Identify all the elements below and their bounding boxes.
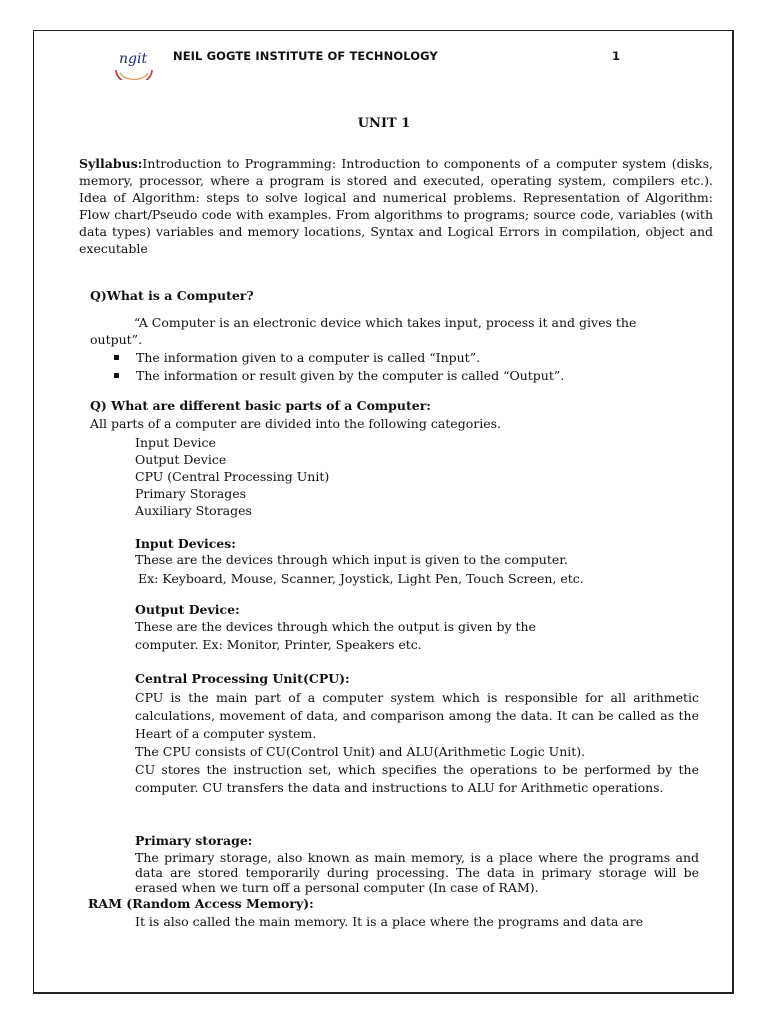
primary-storage-paragraph: The primary storage, also known as main memory, is a place where the programs and data are stored temporarily during processing. The data in primary storage will be erased when we turn off a personal computer (In case of RAM).	[135, 850, 699, 895]
cpu-paragraph-1: CPU is the main part of a computer system which is responsible for all arithmetic calculations, movement of data, and comparison among the data. It can be called as the Heart of a computer system.	[135, 690, 699, 741]
output-device-line-1: These are the devices through which the output is given by the	[135, 619, 536, 634]
list-item: CPU (Central Processing Unit)	[135, 469, 330, 484]
unit-title: UNIT 1	[357, 116, 411, 131]
basic-parts-intro: All parts of a computer are divided into the following categories.	[90, 416, 501, 431]
list-item: The information given to a computer is called “Input”.	[90, 349, 710, 367]
list-item: Output Device	[135, 452, 227, 467]
input-devices-line-1: These are the devices through which input is given to the computer.	[135, 552, 568, 567]
syllabus-text: Introduction to Programming: Introduction to components of a computer system (disks, memory, processor, where a program is stored and executed, operating system, compilers etc.). Idea of Algorithm: steps to solve logical and numerical problems. Representation of Algorithm: Flow chart/Pseudo code with examples. From algorithms to programs; source code, variables (with data types) variables and memory locations, Syntax and Logical Errors in compilation, object and executable	[79, 156, 713, 256]
ram-heading: RAM (Random Access Memory):	[88, 896, 314, 911]
input-devices-line-2: Ex: Keyboard, Mouse, Scanner, Joystick, Light Pen, Touch Screen, etc.	[138, 571, 584, 586]
definition-line-1: “A Computer is an electronic device which takes input, process it and gives the	[134, 315, 637, 330]
cpu-paragraph-3: CU stores the instruction set, which specifies the operations to be performed by the computer. CU transfers the data and instructions to ALU for Arithmetic operations.	[135, 762, 699, 795]
institute-logo	[110, 40, 158, 80]
list-item: The information or result given by the computer is called “Output”.	[90, 367, 710, 385]
question-basic-parts: Q) What are different basic parts of a Computer:	[90, 398, 431, 413]
question-what-is-computer: Q)What is a Computer?	[90, 288, 254, 303]
list-item: Input Device	[135, 435, 216, 450]
list-item: Auxiliary Storages	[135, 503, 252, 518]
category-list	[135, 434, 329, 519]
ram-paragraph: It is also called the main memory. It is a place where the programs and data are	[135, 914, 644, 929]
logo-text: ngit	[119, 51, 148, 67]
input-devices-heading: Input Devices:	[135, 536, 236, 551]
page-number: 1	[612, 49, 621, 63]
output-device-heading: Output Device:	[135, 602, 240, 617]
syllabus-paragraph	[79, 155, 713, 257]
definition-line-2: output”.	[90, 332, 143, 347]
cpu-paragraph-2: The CPU consists of CU(Control Unit) and ALU(Arithmetic Logic Unit).	[135, 744, 586, 759]
institute-name: NEIL GOGTE INSTITUTE OF TECHNOLOGY	[173, 49, 438, 63]
cpu-heading: Central Processing Unit(CPU):	[135, 671, 350, 686]
syllabus-label: Syllabus:	[79, 156, 143, 171]
output-device-line-2: computer. Ex: Monitor, Printer, Speakers etc.	[135, 637, 422, 652]
list-item: Primary Storages	[135, 486, 247, 501]
primary-storage-heading: Primary storage:	[135, 833, 253, 848]
io-bullet-list	[90, 349, 710, 385]
